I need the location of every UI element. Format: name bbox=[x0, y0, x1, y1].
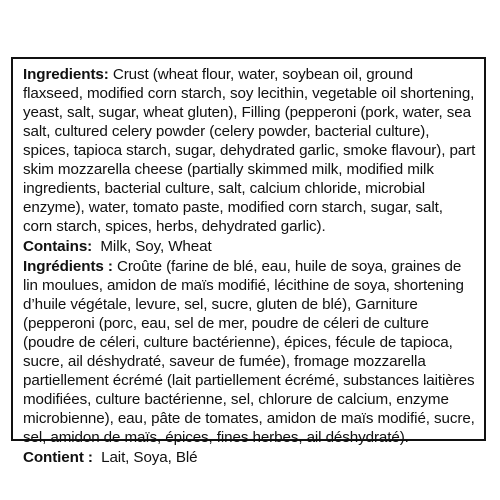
french-ingredients-paragraph bbox=[23, 257, 476, 447]
french-ingredients-heading: Ingrédients : bbox=[23, 258, 113, 275]
ingredients-label-box bbox=[11, 57, 486, 466]
english-ingredients-heading: Ingredients: bbox=[23, 66, 109, 83]
french-contains-text: Lait, Soya, Blé bbox=[92, 449, 198, 466]
english-contains-heading: Contains: bbox=[23, 238, 93, 255]
english-contains-text: Milk, Soy, Wheat bbox=[92, 238, 212, 255]
french-ingredients-text: Croûte (farine de blé, eau, huile de soya, graines de lin moulues, amidon de maïs modifié, lécithine de soya, shortening d’huile végétale, levure, sel, sucre, gluten de blé), Garniture (pepperoni (porc, eau, sel de mer, poudre de céleri de culture (poudre de céleri, culture bactérienne), épices, fécule de tapioca, sucre, ail déshydraté, saveur de fumée), fromage mozzarella partiellement écrémé (lait partiellement écrémé, substances laitières modifiées, culture bactérienne, sel, chlorure de calcium, enzyme microbienne), eau, pâte de tomates, amidon de maïs modifié, sucre, sel, amidon de maïs, épices, fines herbes, ail déshydraté). bbox=[23, 258, 475, 446]
english-ingredients-text: Crust (wheat flour, water, soybean oil, ground flaxseed, modified corn starch, soy lecithin, vegetable oil shortening, yeast, salt, sugar, wheat gluten), Filling (pepperoni (pork, water, sea salt, cultured celery powder (celery powder, bacterial culture), spices, tapioca starch, sugar, dehydrated garlic, smoke flavour), part skim mozzarella cheese (partially skimmed milk, modified milk ingredients, bacterial culture, salt, calcium chloride, microbial enzyme), water, tomato paste, modified corn starch, sugar, salt, corn starch, spices, herbs, dehydrated garlic). bbox=[23, 66, 476, 235]
english-contains-paragraph bbox=[23, 237, 476, 256]
english-ingredients-paragraph bbox=[23, 65, 476, 236]
french-contains-heading: Contient : bbox=[23, 449, 93, 466]
french-contains-paragraph bbox=[23, 448, 476, 467]
